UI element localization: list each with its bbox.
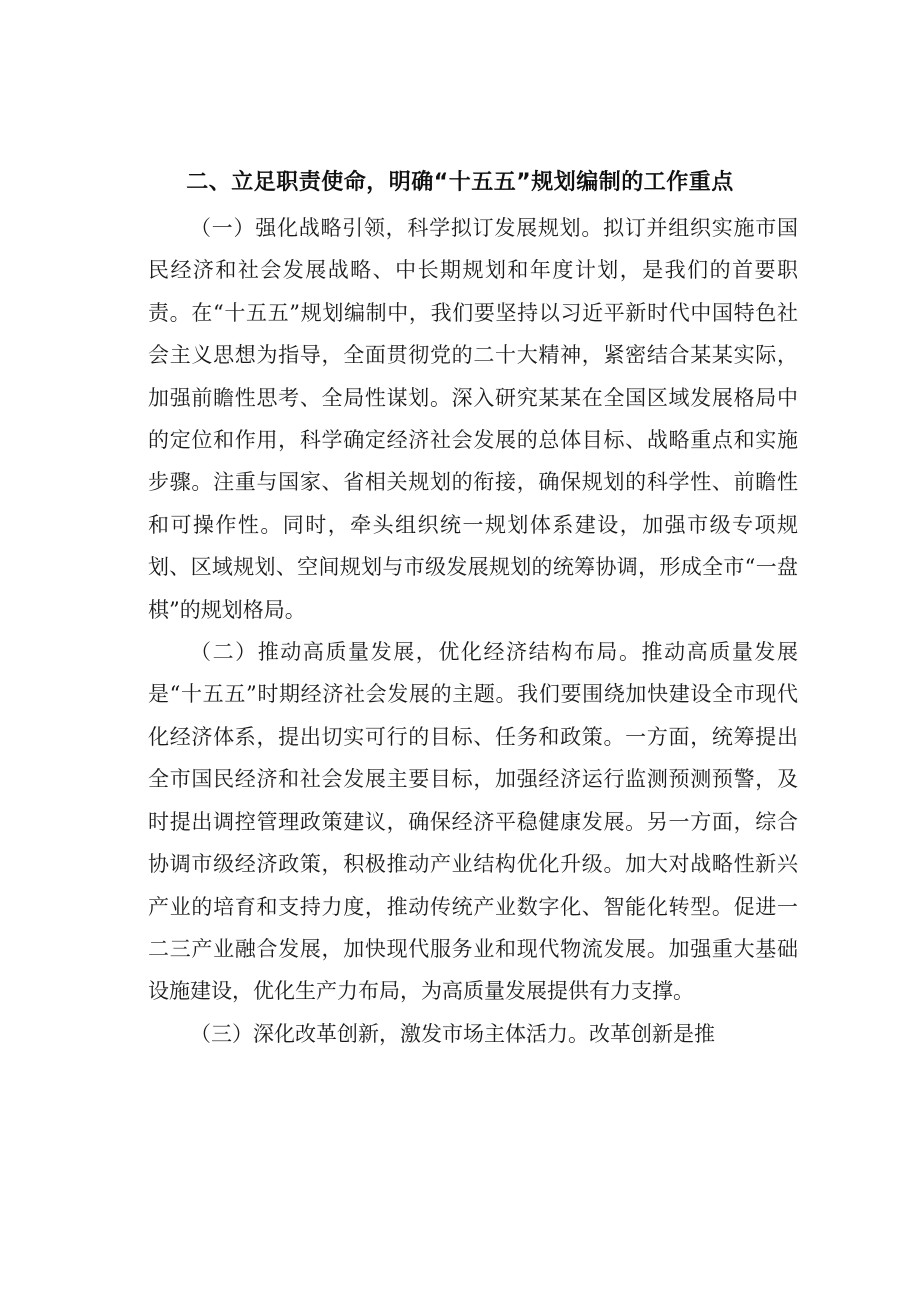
paragraph-2: （二）推动高质量发展，优化经济结构布局。推动高质量发展是“十五五”时期经济社会发展的主题。我们要围绕加快建设全市现代化经济体系，提出切实可行的目标、任务和政策。一方面，统筹提出全市国民经济和社会发展主要目标，加强经济运行监测预测预警，及时提出调控管理政策建议，确保经济平稳健康发展。另一方面，综合协调市级经济政策，积极推动产业结构优化升级。加大对战略性新兴产业的培育和支持力度，推动传统产业数字化、智能化转型。促进一二三产业融合发展，加快现代服务业和现代物流发展。加强重大基础设施建设，优化生产力布局，为高质量发展提供有力支撑。: [148, 640, 798, 1004]
document-body: [148, 207, 798, 1055]
paragraph-1: （一）强化战略引领，科学拟订发展规划。拟订并组织实施市国民经济和社会发展战略、中长期规划和年度计划，是我们的首要职责。在“十五五”规划编制中，我们要坚持以习近平新时代中国特色社会主义思想为指导，全面贯彻党的二十大精神，紧密结合某某实际，加强前瞻性思考、全局性谋划。深入研究某某在全国区域发展格局中的定位和作用，科学确定经济社会发展的总体目标、战略重点和实施步骤。注重与国家、省相关规划的衔接，确保规划的科学性、前瞻性和可操作性。同时，牵头组织统一规划体系建设，加强市级专项规划、区域规划、空间规划与市级发展规划的统筹协调，形成全市“一盘棋”的规划格局。: [148, 216, 798, 622]
section-heading: 二、立足职责使命，明确“十五五”规划编制的工作重点: [186, 170, 734, 195]
paragraph-3: （三）深化改革创新，激发市场主体活力。改革创新是推: [190, 1021, 715, 1046]
